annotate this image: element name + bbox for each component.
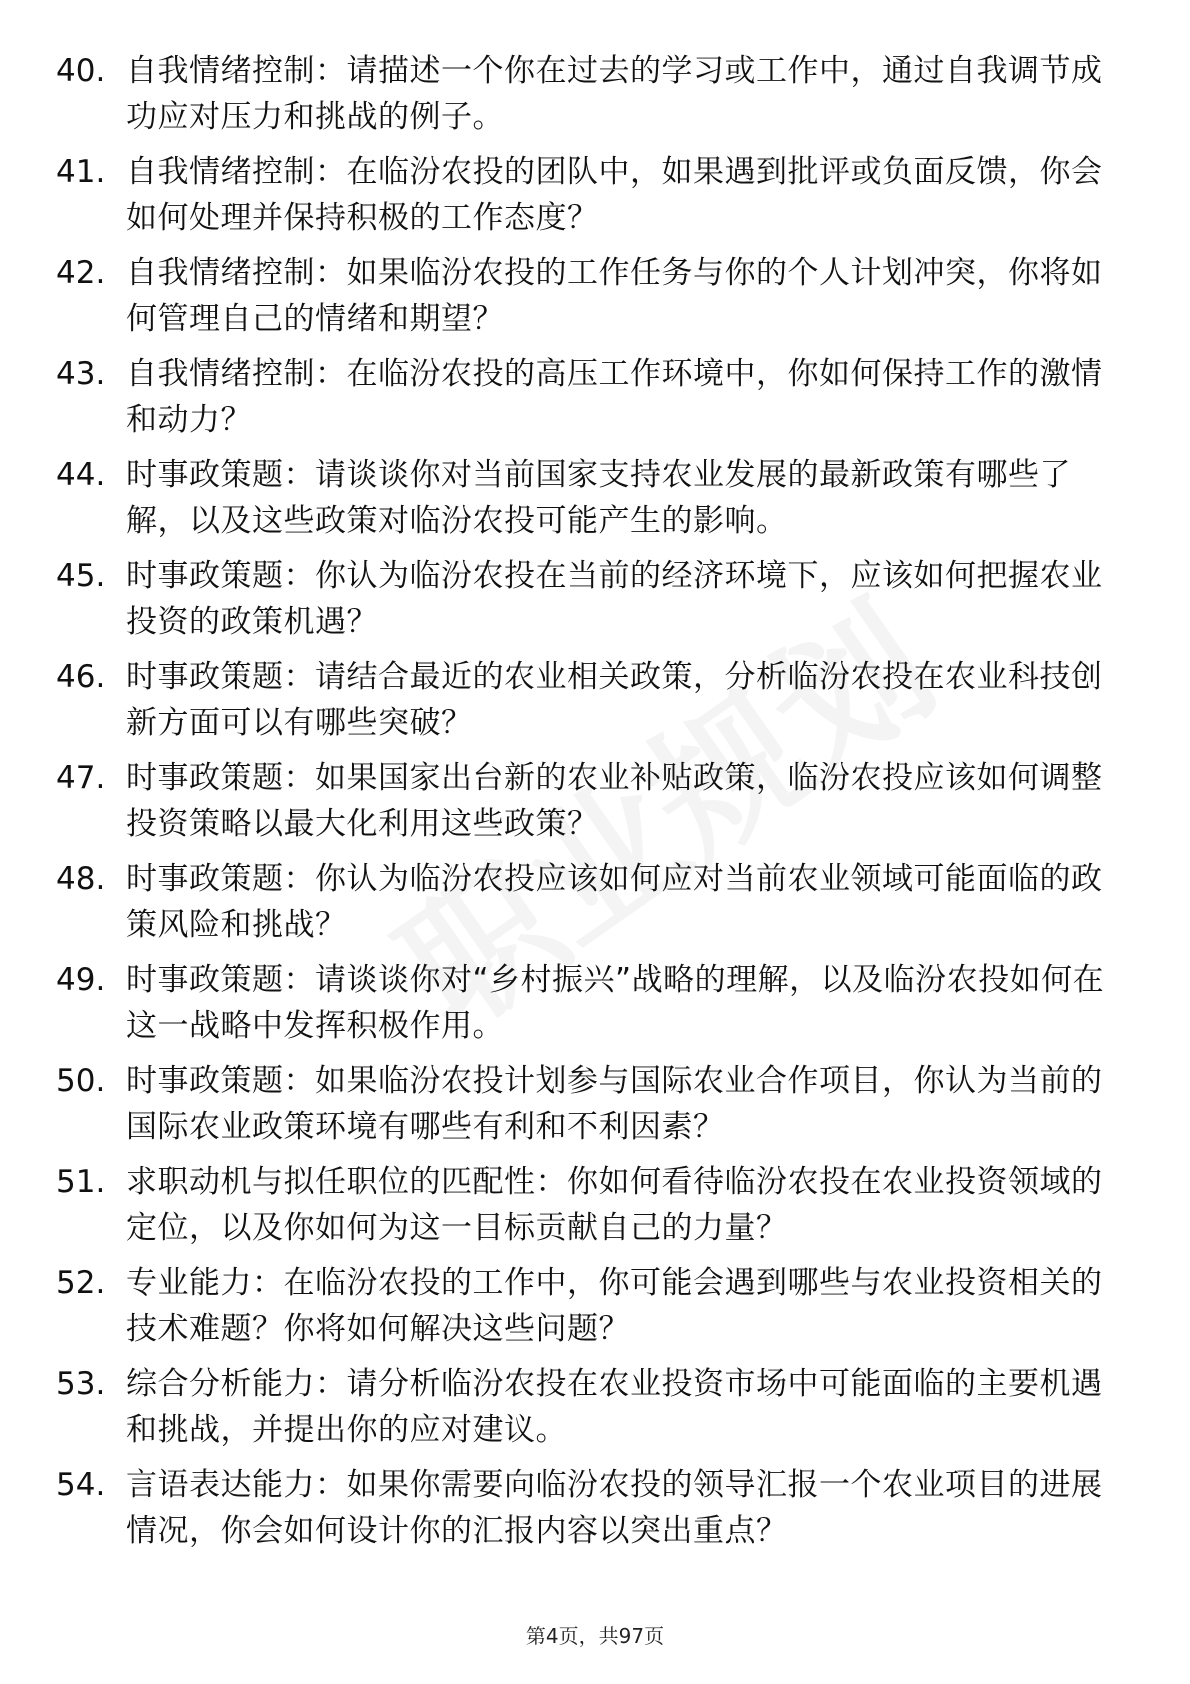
question-text: 自我情绪控制：在临汾农投的团队中，如果遇到批评或负面反馈，你会如何处理并保持积极的工作态度？: [126, 154, 1103, 236]
question-number: 48.: [56, 861, 106, 897]
question-item: [56, 250, 1116, 351]
question-text: 自我情绪控制：如果临汾农投的工作任务与你的个人计划冲突，你将如何管理自己的情绪和期望？: [126, 255, 1103, 337]
question-item: [56, 1361, 1116, 1462]
question-text: 时事政策题：请结合最近的农业相关政策，分析临汾农投在农业科技创新方面可以有哪些突破？: [126, 659, 1103, 741]
question-number: 44.: [56, 457, 106, 493]
question-item: [56, 856, 1116, 957]
question-number: 42.: [56, 255, 106, 291]
question-text: 时事政策题：请谈谈你对“乡村振兴”战略的理解，以及临汾农投如何在这一战略中发挥积极作用。: [126, 962, 1105, 1044]
question-item: [56, 1260, 1116, 1361]
question-text: 时事政策题：你认为临汾农投应该如何应对当前农业领域可能面临的政策风险和挑战？: [126, 861, 1103, 943]
question-text: 综合分析能力：请分析临汾农投在农业投资市场中可能面临的主要机遇和挑战，并提出你的应对建议。: [126, 1366, 1103, 1448]
question-item: [56, 48, 1116, 149]
question-number: 46.: [56, 659, 106, 695]
question-text: 时事政策题：如果国家出台新的农业补贴政策，临汾农投应该如何调整投资策略以最大化利用这些政策？: [126, 760, 1103, 842]
page-footer: 第4页，共97页: [525, 1624, 665, 1648]
question-number: 53.: [56, 1366, 106, 1402]
question-number: 45.: [56, 558, 106, 594]
question-item: [56, 149, 1116, 250]
question-text: 专业能力：在临汾农投的工作中，你可能会遇到哪些与农业投资相关的技术难题？你将如何解决这些问题？: [126, 1265, 1103, 1347]
question-text: 时事政策题：请谈谈你对当前国家支持农业发展的最新政策有哪些了解，以及这些政策对临汾农投可能产生的影响。: [126, 457, 1071, 539]
question-number: 49.: [56, 962, 106, 998]
question-item: [56, 1159, 1116, 1260]
question-item: [56, 553, 1116, 654]
question-item: [56, 1462, 1116, 1563]
question-number: 47.: [56, 760, 106, 796]
question-list: [56, 48, 1116, 1563]
question-number: 52.: [56, 1265, 106, 1301]
question-text: 自我情绪控制：在临汾农投的高压工作环境中，你如何保持工作的激情和动力？: [126, 356, 1103, 438]
question-number: 41.: [56, 154, 106, 190]
question-item: [56, 1058, 1116, 1159]
question-item: [56, 755, 1116, 856]
question-text: 求职动机与拟任职位的匹配性：你如何看待临汾农投在农业投资领域的定位，以及你如何为这一目标贡献自己的力量？: [126, 1164, 1103, 1246]
question-item: [56, 957, 1116, 1058]
question-number: 51.: [56, 1164, 106, 1200]
question-item: [56, 452, 1116, 553]
question-number: 54.: [56, 1467, 106, 1503]
question-number: 43.: [56, 356, 106, 392]
question-item: [56, 351, 1116, 452]
question-text: 自我情绪控制：请描述一个你在过去的学习或工作中，通过自我调节成功应对压力和挑战的例子。: [126, 53, 1103, 135]
question-text: 时事政策题：你认为临汾农投在当前的经济环境下，应该如何把握农业投资的政策机遇？: [126, 558, 1103, 640]
question-number: 50.: [56, 1063, 106, 1099]
question-text: 言语表达能力：如果你需要向临汾农投的领导汇报一个农业项目的进展情况，你会如何设计你的汇报内容以突出重点？: [126, 1467, 1103, 1549]
question-item: [56, 654, 1116, 755]
question-text: 时事政策题：如果临汾农投计划参与国际农业合作项目，你认为当前的国际农业政策环境有哪些有利和不利因素？: [126, 1063, 1103, 1145]
question-number: 40.: [56, 53, 106, 89]
